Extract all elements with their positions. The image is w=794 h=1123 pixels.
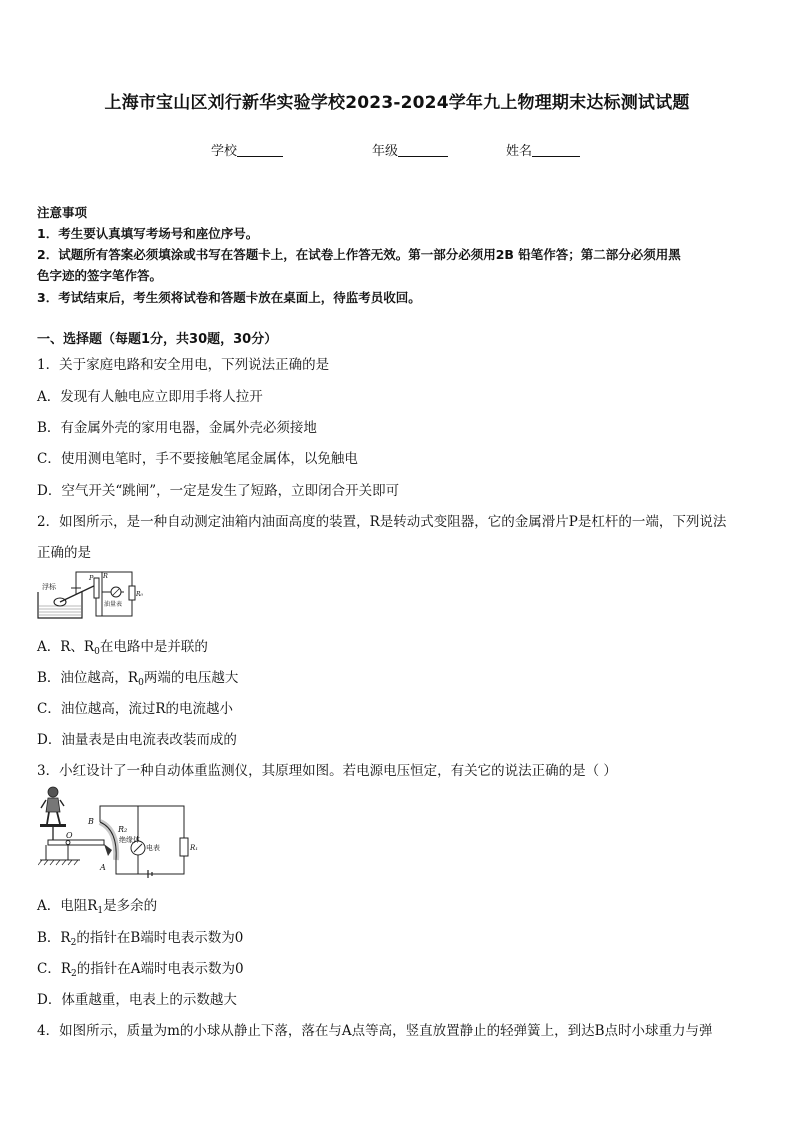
notice-item-3: 3．考试结束后，考生须将试卷和答题卡放在桌面上，待监考员收回。	[37, 290, 421, 305]
notice-heading: 注意事项	[37, 205, 88, 220]
q3-option-d: D．体重越重，电表上的示数越大	[37, 992, 237, 1008]
q3-option-c-sub: 2	[71, 969, 77, 979]
name-blank	[532, 142, 580, 157]
q3-option-a	[37, 894, 157, 916]
fig3-r1-label: R₁	[190, 844, 199, 852]
q2-option-b-post: 两端的电压越大	[143, 670, 239, 686]
name-label: 姓名	[506, 144, 533, 159]
fig3-o-label: O	[66, 831, 73, 840]
fig2-oilgauge-label: 油量表	[104, 601, 123, 608]
q3-option-b-post: 的指针在B端时电表示数为0	[76, 930, 244, 946]
fig3-meter-label: 电表	[146, 844, 160, 852]
grade-blank	[398, 142, 448, 157]
q3-option-c-pre: C．R	[37, 961, 71, 977]
q3-option-a-pre: A．电阻R	[37, 898, 98, 914]
q3-stem: 3．小红设计了一种自动体重监测仪，其原理如图。若电源电压恒定，有关它的说法正确的是（ ）	[37, 763, 617, 779]
q2-option-c: C．油位越高，流过R的电流越小	[37, 701, 233, 717]
q2-option-b-pre: B．油位越高，R	[37, 670, 139, 686]
fig2-float-label: 浮标	[42, 583, 56, 591]
q3-option-b-pre: B．R	[37, 930, 71, 946]
fig3-r2-label: R₂	[118, 825, 128, 834]
q1-option-c: C．使用测电笔时，手不要接触笔尾金属体，以免触电	[37, 451, 358, 467]
fig2-r-label: R	[103, 572, 108, 580]
section-heading: 一、选择题（每题1分，共30题，30分）	[37, 332, 278, 347]
q2-stem-cont: 正确的是	[37, 545, 91, 561]
q2-option-b	[37, 666, 238, 688]
page-title: 上海市宝山区刘行新华实验学校2023-2024学年九上物理期末达标测试试题	[104, 93, 690, 113]
fig2-r0-label: R₀	[136, 591, 143, 598]
q3-option-b	[37, 926, 243, 948]
fig3-b-label: B	[88, 817, 94, 826]
q2-stem: 2．如图所示，是一种自动测定油箱内油面高度的装置，R是转动式变阻器，它的金属滑片P是杠杆的一端，下列说法	[37, 514, 727, 530]
q3-option-c-post: 的指针在A端时电表示数为0	[76, 961, 244, 977]
q2-option-a-pre: A．R、R	[37, 639, 95, 655]
fig3-a-label: A	[100, 863, 106, 872]
school-field	[211, 140, 283, 159]
q3-option-a-sub: 1	[97, 906, 104, 916]
q1-option-b: B．有金属外壳的家用电器，金属外壳必须接地	[37, 420, 317, 436]
q1-stem: 1．关于家庭电路和安全用电，下列说法正确的是	[37, 357, 330, 373]
q3-option-a-post: 是多余的	[103, 898, 158, 914]
school-blank	[237, 142, 283, 157]
q4-stem: 4．如图所示，质量为m的小球从静止下落，落在与A点等高，竖直放置静止的轻弹簧上，到达B点时小球重力与弹	[37, 1023, 713, 1039]
notice-item-2: 2．试题所有答案必须填涂或书写在答题卡上，在试卷上作答无效。第一部分必须用2B 铅笔作答；第二部分必须用黑	[37, 247, 681, 262]
q1-option-a: A．发现有人触电应立即用手将人拉开	[37, 389, 263, 405]
grade-label: 年级	[372, 144, 399, 159]
q2-option-b-sub: 0	[138, 678, 144, 688]
name-field	[506, 140, 580, 159]
school-label: 学校	[211, 144, 238, 159]
q2-option-a	[37, 635, 208, 657]
q2-option-a-post: 在电路中是并联的	[99, 639, 208, 655]
q2-option-a-sub: 0	[94, 647, 100, 657]
q3-option-b-sub: 2	[70, 938, 77, 948]
grade-field	[372, 140, 448, 159]
q2-option-d: D．油量表是由电流表改装而成的	[37, 732, 237, 748]
q1-option-d: D．空气开关“跳闸”，一定是发生了短路，立即闭合开关即可	[37, 483, 400, 499]
weight-monitor-figure	[38, 784, 208, 884]
fig2-p-label: P	[89, 574, 94, 582]
notice-item-2-cont: 色字迹的签字笔作答。	[37, 268, 163, 283]
oil-gauge-figure	[36, 566, 144, 628]
q3-option-c	[37, 957, 244, 979]
notice-item-1: 1．考生要认真填写考场号和座位序号。	[37, 226, 259, 241]
fig3-insulator-label: 绝缘体	[119, 836, 140, 844]
